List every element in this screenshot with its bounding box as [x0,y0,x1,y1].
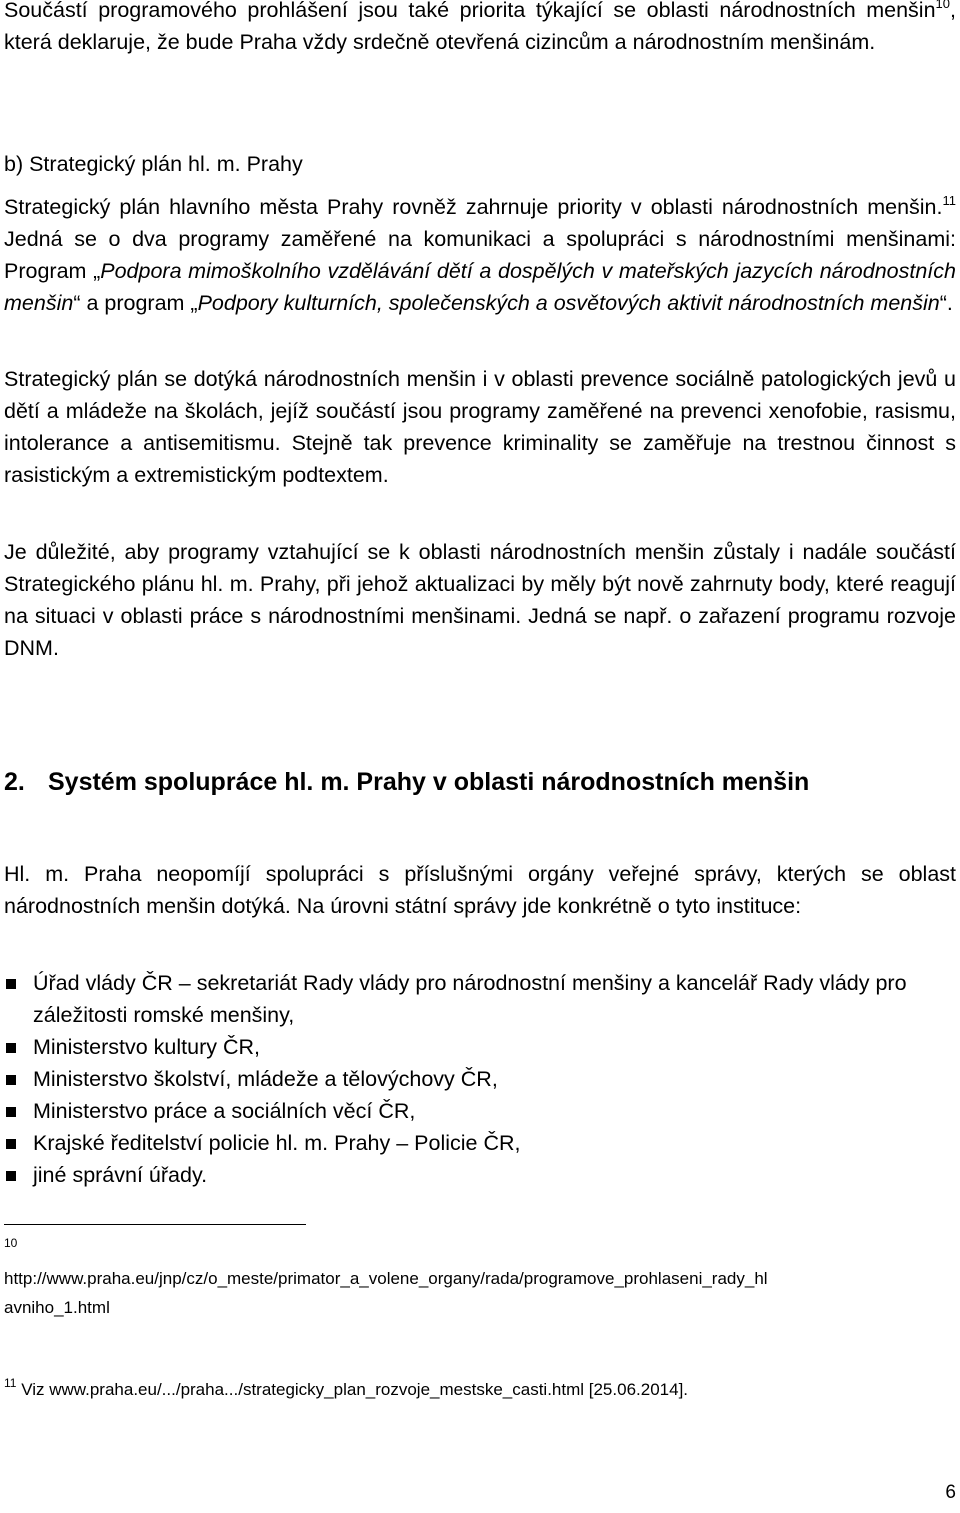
footnote-ref-11[interactable]: 11 [942,193,956,208]
section-number: 2. [4,768,25,796]
footnote-separator [4,1224,306,1225]
paragraph-text: Jedná se o dva programy zaměřené na komunikaci a spolupráci s národnostními menšinami: Program „ [4,227,956,283]
cooperation-paragraph: Hl. m. Praha neopomíjí spolupráci s příslušnými orgány veřejné správy, kterých se oblast národnostních menšin dotýká. Na úrovni státní správy jde konkrétně o tyto instituce: [4,862,956,918]
footnote-10-url[interactable] [4,1266,768,1321]
footnote-number-11: 11 [4,1376,17,1390]
paragraph-text: “ a program „ [73,291,198,315]
prevention-paragraph: Strategický plán se dotýká národnostních menšin i v oblasti prevence sociálně patologických jevů u dětí a mládeže na školách, jejíž součástí jsou programy zaměřené na prevenci xenofobie, rasismu, intolerance a antisemitismu. Stejně tak prevence kriminality se zaměřuje na trestnou činnost s rasistickým a extremistickým podtextem. [4,367,956,487]
list-item: Úřad vlády ČR – sekretariát Rady vlády pro národnostní menšiny a kancelář Rady vlády pro záležitosti romské menšiny, [4,967,956,1031]
section-heading [4,766,809,798]
list-item: Krajské ředitelství policie hl. m. Prahy – Policie ČR, [4,1127,956,1159]
bullet-square-icon [6,1075,16,1085]
footnote-11 [4,1370,688,1403]
paragraph-text: Strategický plán hlavního města Prahy rovněž zahrnuje priority v oblasti národnostních menšin. [4,195,943,219]
list-item: jiné správní úřady. [4,1159,956,1191]
strategic-plan-paragraph [4,191,956,319]
paragraph-text: , která deklaruje, že bude Praha vždy srdečně otevřená cizincům a národnostním menšinám. [4,0,956,54]
bullet-square-icon [6,1107,16,1117]
footnote-10-line1[interactable]: http://www.praha.eu/jnp/cz/o_meste/primator_a_volene_organy/rada/programove_prohlaseni_rady_hl [4,1269,768,1288]
footnote-number-10: 10 [4,1236,18,1250]
importance-paragraph: Je důležité, aby programy vztahující se k oblasti národnostních menšin zůstaly i nadále součástí Strategického plánu hl. m. Prahy, při jehož aktualizaci by měly být nově zahrnuty body, které reagují na situaci v oblasti práce s národnostními menšinami. Jedná se např. o zařazení programu rozvoje DNM. [4,540,956,660]
institutions-list [4,967,956,1191]
list-item: Ministerstvo kultury ČR, [4,1031,956,1063]
bullet-square-icon [6,1171,16,1181]
list-item: Ministerstvo práce a sociálních věcí ČR, [4,1095,956,1127]
section-title: Systém spolupráce hl. m. Prahy v oblasti národnostních menšin [48,768,810,796]
program-name-2: Podpory kulturních, společenských a osvětových aktivit národnostních menšin [197,291,940,315]
subheading: b) Strategický plán hl. m. Prahy [4,152,303,176]
paragraph-text: “. [939,291,953,315]
intro-paragraph [4,0,956,58]
footnote-10-line2[interactable]: avniho_1.html [4,1298,110,1317]
bullet-square-icon [6,979,16,989]
bullet-square-icon [6,1139,16,1149]
page-number: 6 [945,1482,956,1503]
program-name-1: Podpora mimoškolního vzdělávání dětí a dospělých v mateřských jazycích národnostních menšin [4,259,956,315]
bullet-square-icon [6,1043,16,1053]
footnote-ref-10[interactable]: 10 [935,0,951,11]
paragraph-text: Součástí programového prohlášení jsou také priorita týkající se oblasti národnostních menšin [4,0,936,22]
list-item: Ministerstvo školství, mládeže a tělovýchovy ČR, [4,1063,956,1095]
footnote-11-text[interactable]: Viz www.praha.eu/.../praha.../strategicky_plan_rozvoje_mestske_casti.html [25.06.2014]. [16,1380,689,1399]
